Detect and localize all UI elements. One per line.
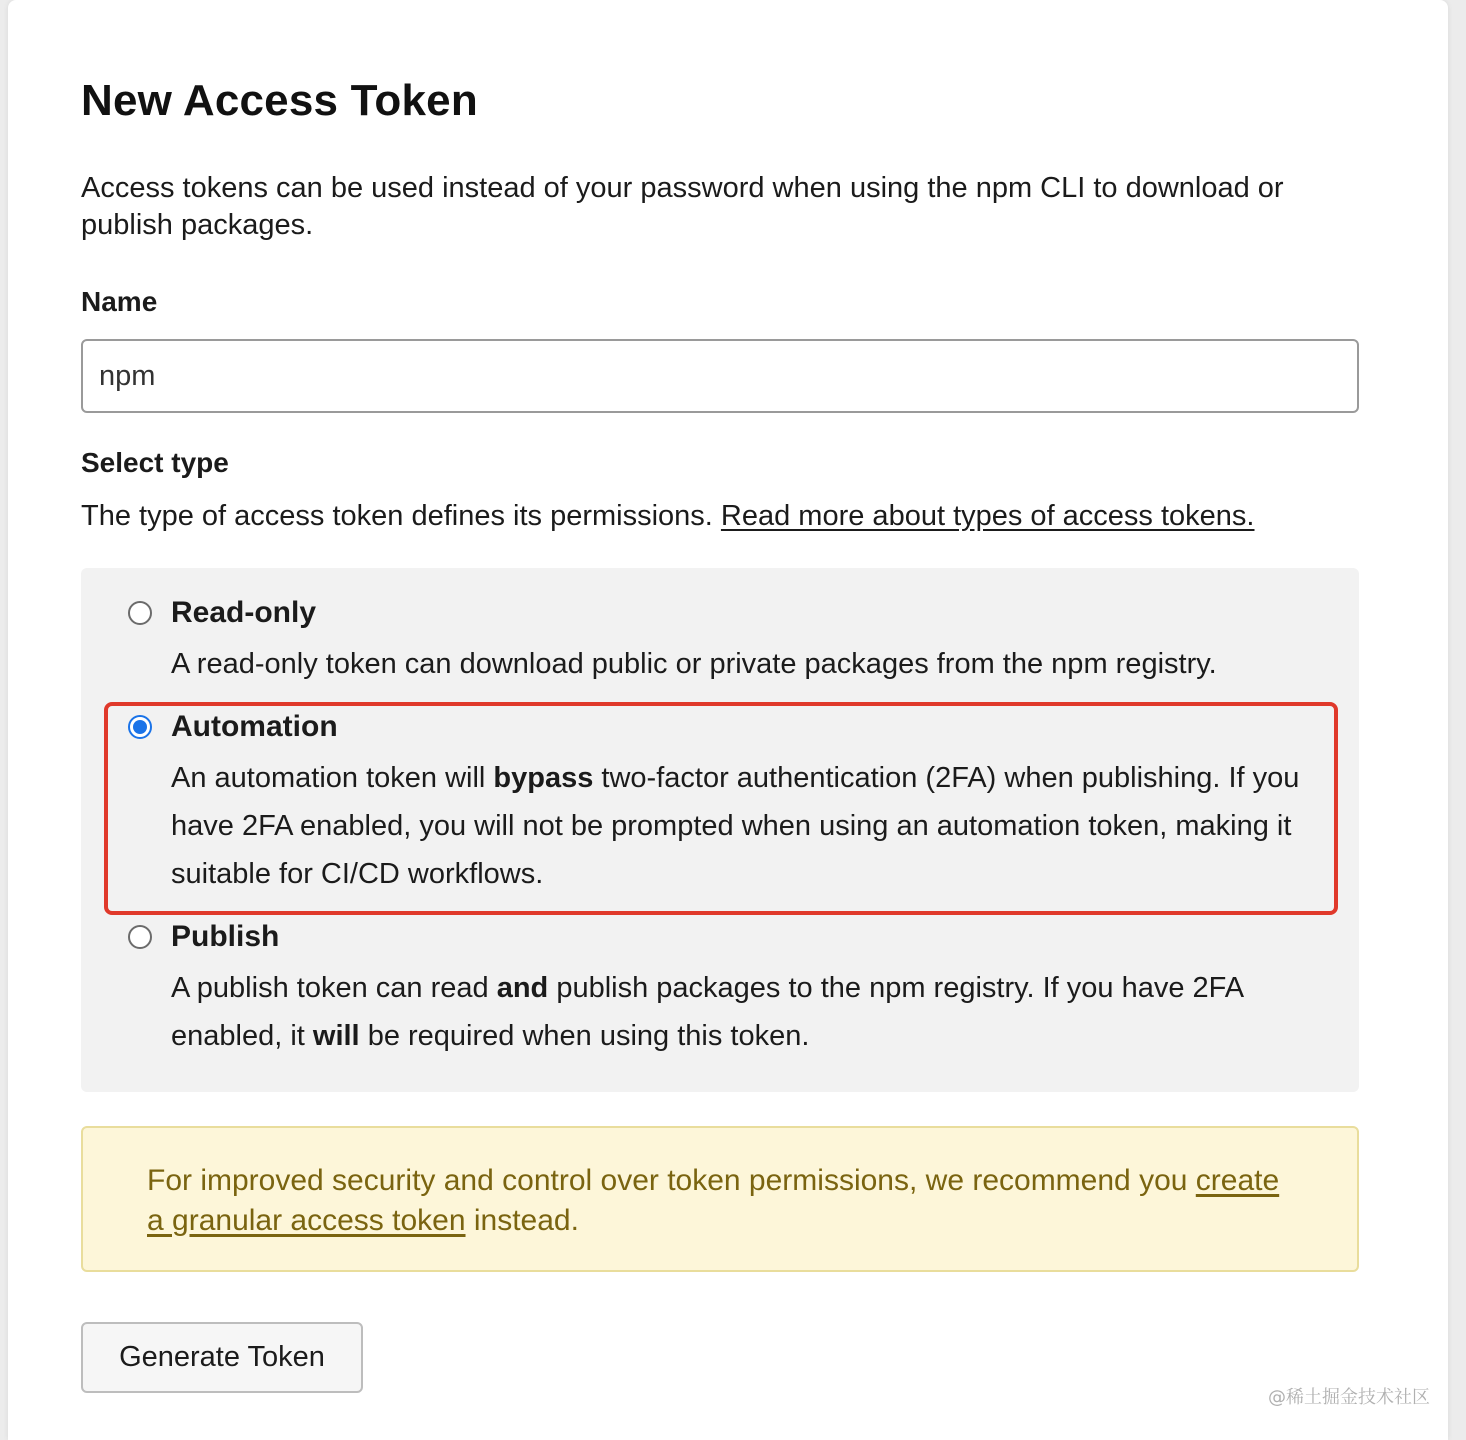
- notice-text-end: instead.: [473, 1204, 579, 1237]
- page-title: New Access Token: [81, 76, 478, 125]
- option-read-only-title[interactable]: Read-only: [171, 596, 317, 629]
- option-publish-title[interactable]: Publish: [171, 920, 280, 953]
- generate-token-button[interactable]: Generate Token: [81, 1322, 363, 1393]
- read-more-link[interactable]: Read more about types of access tokens.: [720, 500, 1255, 532]
- create-granular-token-link[interactable]: create a granular access token: [147, 1164, 1280, 1237]
- radio-automation[interactable]: [128, 715, 152, 739]
- radio-read-only[interactable]: [128, 601, 152, 625]
- intro-text: Access tokens can be used instead of your password when using the npm CLI to download or publish packages.: [81, 172, 1284, 241]
- watermark: @稀土掘金技术社区: [1268, 1387, 1430, 1408]
- option-automation-title[interactable]: Automation: [171, 710, 338, 743]
- option-automation-description: An automation token will bypass two-factor authentication (2FA) when publishing. If you have 2FA enabled, you will not be prompted when using an automation token, making it suitable for CI/CD workflows.: [171, 762, 1300, 890]
- granular-token-notice: [81, 1126, 1359, 1272]
- option-read-only-description: A read-only token can download public or private packages from the npm registry.: [171, 648, 1217, 680]
- name-input[interactable]: [81, 339, 1359, 413]
- notice-text: For improved security and control over token permissions, we recommend you: [147, 1164, 1188, 1197]
- radio-publish[interactable]: [128, 925, 152, 949]
- name-label: Name: [81, 286, 158, 317]
- type-description-text: The type of access token defines its permissions.: [81, 500, 713, 532]
- option-publish-description: A publish token can read and publish packages to the npm registry. If you have 2FA enabled, it will be required when using this token.: [171, 972, 1243, 1052]
- type-description: [81, 498, 1255, 535]
- token-type-options: [81, 568, 1359, 1092]
- select-type-label: Select type: [81, 447, 229, 478]
